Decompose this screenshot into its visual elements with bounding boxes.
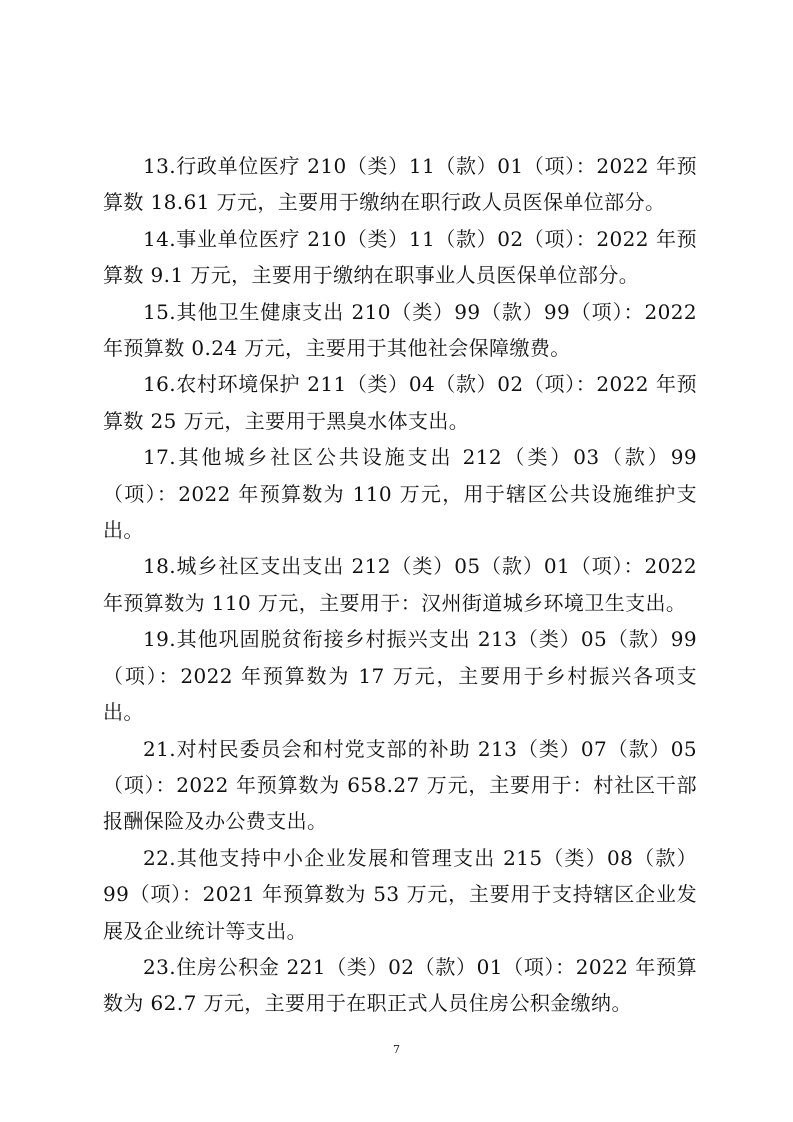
paragraph-item-19: 19.其他巩固脱贫衔接乡村振兴支出 213（类）05（款）99（项）：2022 年预算数为 17 万元，主要用于乡村振兴各项支出。 xyxy=(103,627,697,725)
paragraph-item-13: 13.行政单位医疗 210（类）11（款）01（项）：2022 年预算数 18.61 万元，主要用于缴纳在职行政人员医保单位部分。 xyxy=(103,154,697,215)
paragraph-item-18: 18.城乡社区支出支出 212（类）05（款）01（项）：2022 年预算数为 110 万元，主要用于：汉州街道城乡环境卫生支出。 xyxy=(103,554,697,615)
paragraph-item-14: 14.事业单位医疗 210（类）11（款）02（项）：2022 年预算数 9.1 万元，主要用于缴纳在职事业人员医保单位部分。 xyxy=(103,226,697,288)
document-body xyxy=(103,148,697,1022)
page-number: 7 xyxy=(393,1043,400,1056)
paragraph-item-15: 15.其他卫生健康支出 210（类）99（款）99（项）：2022 年预算数 0.24 万元，主要用于其他社会保障缴费。 xyxy=(103,299,697,361)
paragraph-item-22: 22.其他支持中小企业发展和管理支出 215（类）08（款）99（项）：2021 年预算数为 53 万元，主要用于支持辖区企业发展及企业统计等支出。 xyxy=(103,845,697,943)
paragraph-item-17: 17.其他城乡社区公共设施支出 212（类）03（款）99（项）：2022 年预算数为 110 万元，用于辖区公共设施维护支出。 xyxy=(103,445,697,543)
paragraph-item-16: 16.农村环境保护 211（类）04（款）02（项）：2022 年预算数 25 万元，主要用于黑臭水体支出。 xyxy=(103,372,697,433)
paragraph-item-23: 23.住房公积金 221（类）02（款）01（项）：2022 年预算数为 62.7 万元，主要用于在职正式人员住房公积金缴纳。 xyxy=(103,954,697,1016)
paragraph-item-21: 21.对村民委员会和村党支部的补助 213（类）07（款）05（项）：2022 年预算数为 658.27 万元，主要用于：村社区干部报酬保险及办公费支出。 xyxy=(103,736,697,834)
